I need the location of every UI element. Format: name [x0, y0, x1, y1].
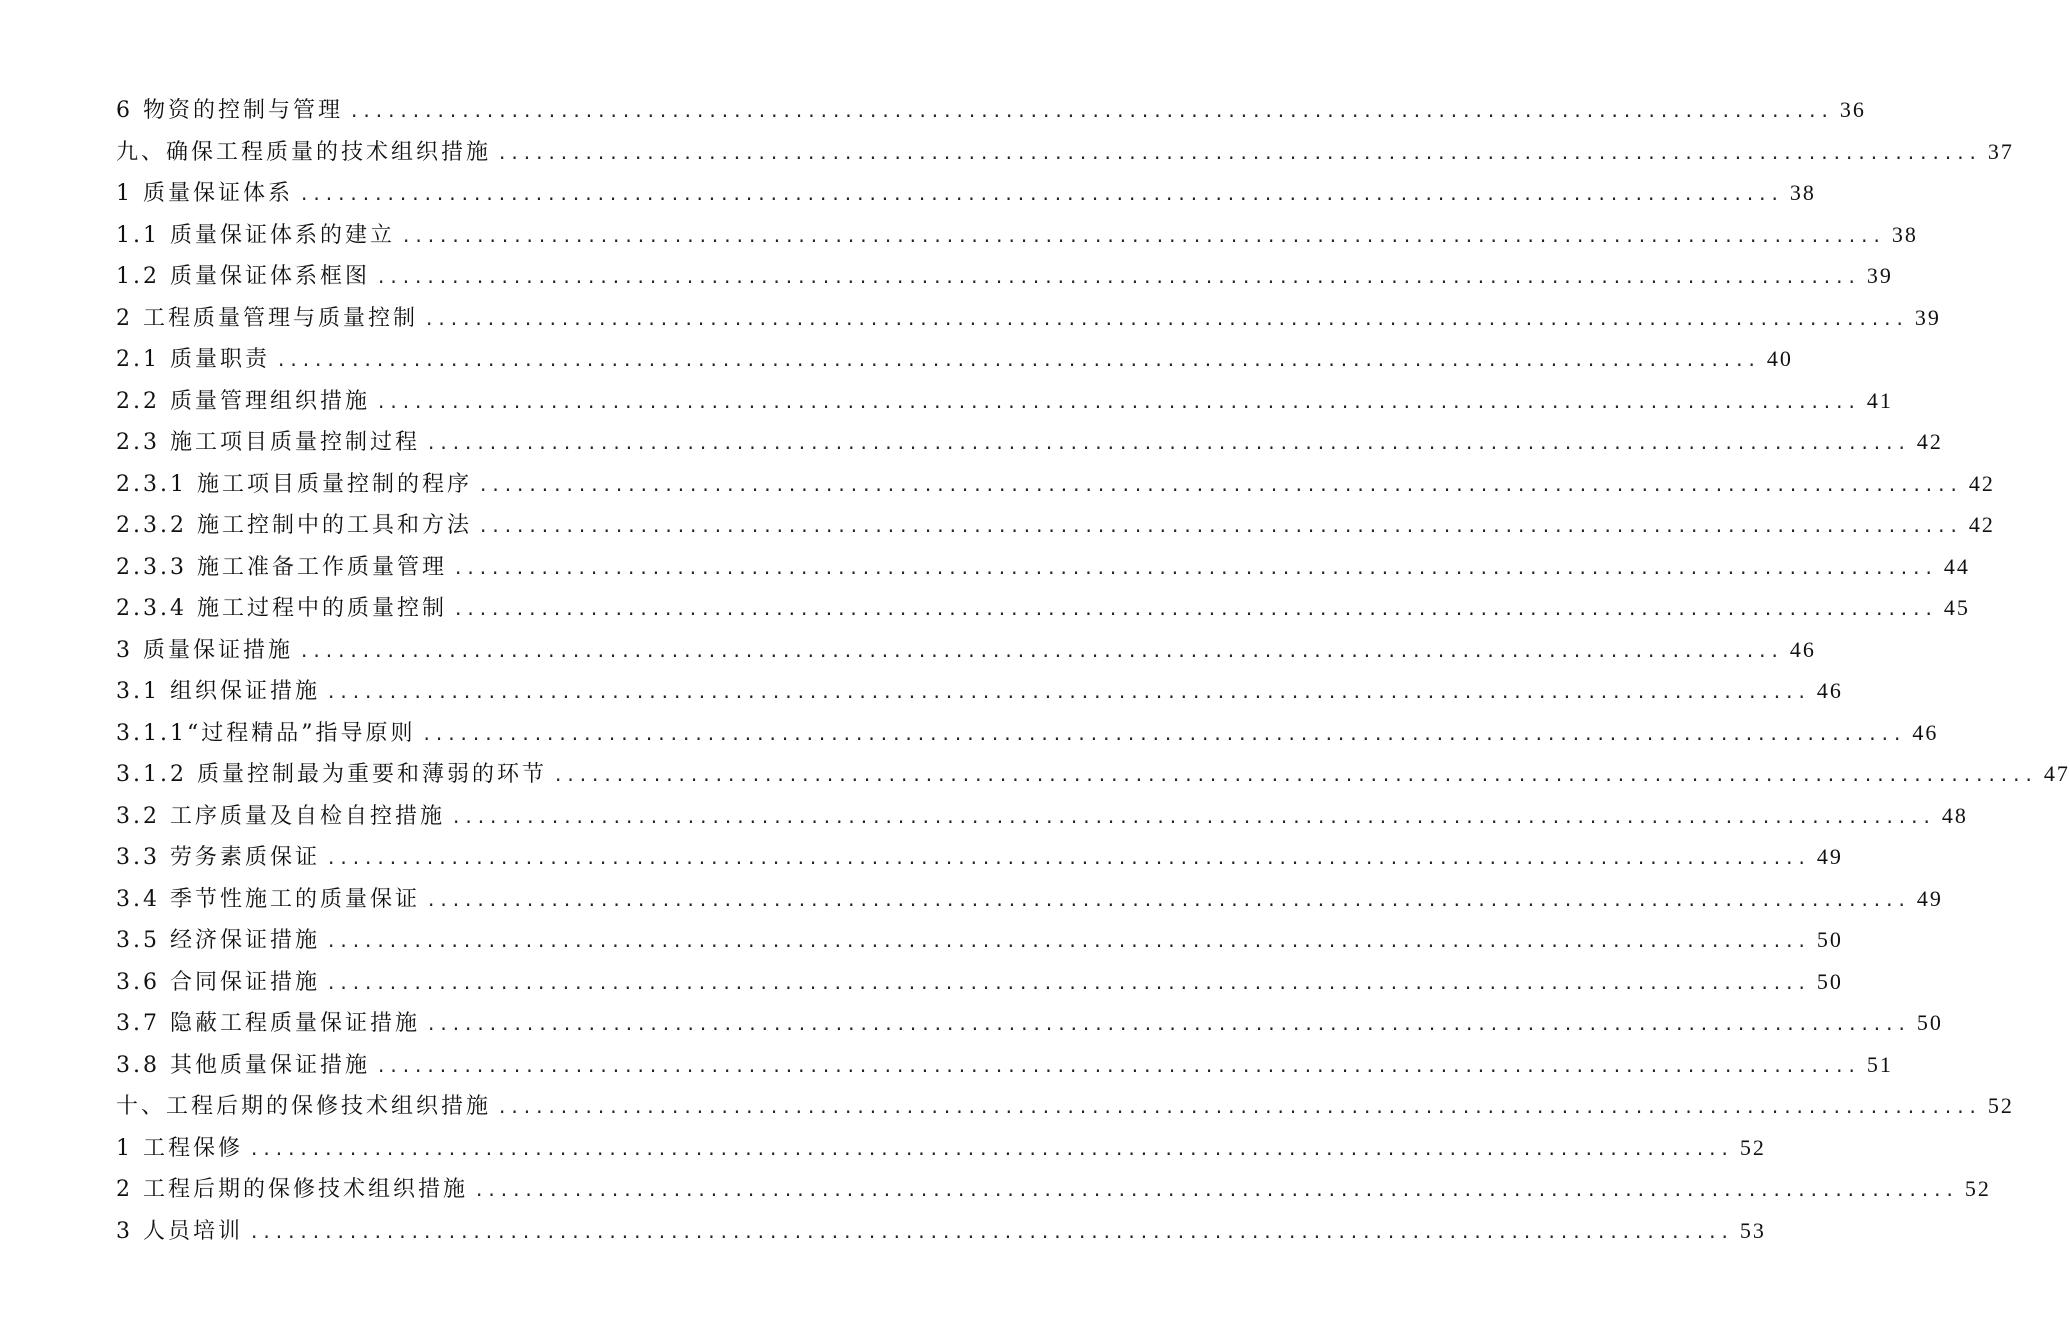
toc-entry-page-number: 38 — [1891, 221, 1918, 247]
toc-entry-page-number: 52 — [1987, 1093, 2014, 1118]
toc-entry-label: 2.3.1 施工项目质量控制的程序 — [116, 471, 472, 497]
toc-entry-page-number: 37 — [1987, 138, 2014, 164]
toc-entry-page-number: 50 — [1816, 968, 1843, 994]
toc-entry-label: 2.3.3 施工准备工作质量管理 — [116, 554, 447, 580]
toc-entry-page-number: 50 — [1816, 927, 1843, 952]
toc-entry[interactable] — [116, 1168, 1991, 1210]
toc-entry-page-number: 45 — [1943, 595, 1970, 620]
dot-leader: ........................................................................................................................ — [454, 554, 1938, 579]
toc-entry-page-number: 52 — [1964, 1176, 1991, 1201]
toc-entry-page-number: 39 — [1914, 304, 1941, 330]
toc-entry[interactable] — [116, 504, 1995, 546]
dot-leader: ........................................................................................................................ — [479, 513, 1963, 537]
toc-entry-label: 2 工程质量管理与质量控制 — [116, 305, 418, 331]
dot-leader: ........................................................................................................................ — [454, 596, 1938, 620]
toc-entry-page-number: 46 — [1816, 678, 1843, 703]
toc-entry[interactable] — [116, 795, 1968, 837]
toc-entry[interactable] — [116, 836, 1843, 878]
toc-entry-label: 2.3.4 施工过程中的质量控制 — [116, 596, 447, 621]
toc-entry-label: 1 质量保证体系 — [116, 181, 293, 206]
toc-entry-page-number: 53 — [1739, 1217, 1766, 1243]
dot-leader: ........................................................................................................................ — [327, 969, 1811, 994]
toc-entry-page-number: 40 — [1766, 346, 1793, 371]
toc-entry-label: 1.2 质量保证体系框图 — [116, 264, 370, 289]
toc-entry[interactable] — [116, 753, 2070, 795]
toc-entry-page-number: 51 — [1866, 1051, 1893, 1077]
toc-entry-page-number: 42 — [1968, 470, 1995, 496]
toc-entry-label: 3 人员培训 — [116, 1218, 243, 1244]
toc-entry-label: 3.1.2 质量控制最为重要和薄弱的环节 — [116, 762, 547, 787]
toc-entry[interactable] — [116, 670, 1843, 712]
toc-entry[interactable] — [116, 463, 1995, 505]
toc-entry-label: 3.1.1“过程精品”指导原则 — [116, 720, 416, 746]
toc-entry-page-number: 42 — [1968, 512, 1995, 537]
dot-leader: ........................................................................................................................ — [499, 139, 1982, 164]
table-of-contents — [116, 89, 2070, 1251]
toc-entry-page-number: 44 — [1943, 553, 1970, 579]
dot-leader: ........................................................................................................................ — [377, 388, 1861, 413]
dot-leader: ........................................................................................................................ — [301, 637, 1784, 662]
toc-entry[interactable] — [116, 131, 2014, 173]
toc-entry[interactable] — [116, 1127, 1766, 1169]
toc-entry-label: 6 物资的控制与管理 — [116, 98, 343, 123]
toc-entry[interactable] — [116, 297, 1941, 339]
toc-entry-page-number: 38 — [1789, 180, 1816, 205]
toc-entry-page-number: 41 — [1866, 387, 1893, 413]
dot-leader: ........................................................................................................................ — [452, 803, 1936, 828]
dot-leader: ........................................................................................................................ — [479, 471, 1963, 496]
toc-entry[interactable] — [116, 214, 1918, 256]
toc-entry-label: 1 工程保修 — [116, 1135, 243, 1161]
toc-entry-label: 3.2 工序质量及自检自控措施 — [116, 803, 445, 829]
dot-leader: ........................................................................................................................ — [251, 1218, 1734, 1243]
toc-entry-page-number: 46 — [1912, 719, 1939, 745]
toc-entry-page-number: 46 — [1789, 636, 1816, 662]
toc-entry[interactable] — [116, 1085, 2014, 1127]
toc-entry[interactable] — [116, 421, 1943, 463]
toc-entry[interactable] — [116, 712, 1939, 754]
toc-entry-page-number: 47 — [2043, 761, 2070, 786]
toc-entry-label: 3.5 经济保证措施 — [116, 928, 320, 953]
toc-entry-page-number: 48 — [1941, 802, 1968, 828]
toc-entry[interactable] — [116, 1210, 1766, 1252]
dot-leader: ........................................................................................................................ — [277, 347, 1761, 371]
dot-leader: ........................................................................................................................ — [499, 1094, 1982, 1118]
toc-entry-page-number: 50 — [1916, 1010, 1943, 1035]
toc-entry-label: 3.6 合同保证措施 — [116, 969, 320, 995]
toc-entry[interactable] — [116, 172, 1816, 214]
toc-entry[interactable] — [116, 878, 1943, 920]
toc-entry-label: 九、确保工程质量的技术组织措施 — [116, 139, 492, 165]
dot-leader: ........................................................................................................................ — [423, 720, 1907, 745]
toc-entry-label: 3.8 其他质量保证措施 — [116, 1052, 370, 1078]
dot-leader: ........................................................................................................................ — [327, 928, 1811, 952]
dot-leader: ........................................................................................................................ — [427, 1011, 1911, 1035]
toc-entry[interactable] — [116, 546, 1970, 588]
toc-entry[interactable] — [116, 919, 1843, 961]
dot-leader: ........................................................................................................................ — [554, 762, 2038, 786]
dot-leader: ........................................................................................................................ — [327, 679, 1811, 703]
toc-entry-label: 3 质量保证措施 — [116, 637, 293, 663]
toc-entry-page-number: 42 — [1916, 429, 1943, 454]
dot-leader: ........................................................................................................................ — [427, 430, 1911, 454]
dot-leader: ........................................................................................................................ — [402, 222, 1886, 247]
toc-entry-label: 3.3 劳务素质保证 — [116, 845, 320, 870]
dot-leader: ........................................................................................................................ — [427, 886, 1911, 911]
toc-entry[interactable] — [116, 255, 1893, 297]
toc-entry[interactable] — [116, 629, 1816, 671]
toc-entry-page-number: 36 — [1839, 97, 1866, 122]
dot-leader: ........................................................................................................................ — [301, 181, 1784, 205]
toc-entry-page-number: 49 — [1816, 844, 1843, 869]
toc-entry-label: 3.7 隐蔽工程质量保证措施 — [116, 1011, 420, 1036]
toc-entry-page-number: 49 — [1916, 885, 1943, 911]
dot-leader: ........................................................................................................................ — [327, 845, 1811, 869]
toc-entry[interactable] — [116, 1044, 1893, 1086]
toc-entry-label: 2.3.2 施工控制中的工具和方法 — [116, 513, 472, 538]
toc-entry-label: 十、工程后期的保修技术组织措施 — [116, 1094, 492, 1119]
toc-entry-page-number: 52 — [1739, 1134, 1766, 1160]
toc-entry-label: 2 工程后期的保修技术组织措施 — [116, 1177, 468, 1202]
toc-entry-page-number: 39 — [1866, 263, 1893, 288]
toc-entry[interactable] — [116, 587, 1970, 629]
toc-entry[interactable] — [116, 338, 1793, 380]
dot-leader: ........................................................................................................................ — [251, 1135, 1734, 1160]
toc-entry[interactable] — [116, 961, 1843, 1003]
dot-leader: ........................................................................................................................ — [377, 264, 1861, 288]
dot-leader: ........................................................................................................................ — [426, 305, 1909, 330]
dot-leader: ........................................................................................................................ — [351, 98, 1834, 122]
toc-entry-label: 3.1 组织保证措施 — [116, 679, 320, 704]
toc-entry[interactable] — [116, 1002, 1943, 1044]
toc-entry[interactable] — [116, 380, 1893, 422]
toc-entry-label: 2.3 施工项目质量控制过程 — [116, 430, 420, 455]
dot-leader: ........................................................................................................................ — [476, 1177, 1959, 1201]
toc-entry-label: 2.1 质量职责 — [116, 347, 270, 372]
dot-leader: ........................................................................................................................ — [377, 1052, 1861, 1077]
toc-entry[interactable] — [116, 89, 1866, 131]
toc-entry-label: 2.2 质量管理组织措施 — [116, 388, 370, 414]
toc-entry-label: 1.1 质量保证体系的建立 — [116, 222, 395, 248]
toc-entry-label: 3.4 季节性施工的质量保证 — [116, 886, 420, 912]
